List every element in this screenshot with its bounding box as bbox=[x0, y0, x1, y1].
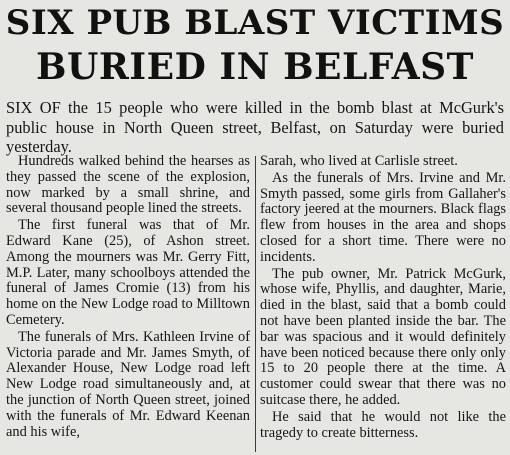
paragraph-continuation: Sarah, who lived at Carlisle street. bbox=[260, 153, 458, 169]
lead-paragraph: SIX OF the 15 people who were killed in the bomb blast at McGurk's public house in North Queen street, Belfast, on Saturday were buried yesterday. bbox=[6, 98, 504, 156]
left-column bbox=[6, 154, 250, 441]
right-column bbox=[260, 154, 506, 442]
paragraph-crowds: Hundreds walked behind the hearses as they passed the scene of the explosion, now marked by a small shrine, and several thousand people lined the streets. bbox=[6, 153, 250, 217]
headline-line-1: SIX PUB BLAST VICTIMS bbox=[5, 3, 505, 43]
paragraph-jeering: As the funerals of Mrs. Irvine and Mr. Smyth passed, some girls from Gallaher's factory jeered at the mourners. Black flags flew from houses in the area and shops closed for a short time. There were no incidents. bbox=[260, 169, 506, 265]
column-divider bbox=[255, 156, 256, 452]
paragraph-first-funeral: The first funeral was that of Mr. Edward Kane (25), of Ashon street. Among the mourners was Mr. Gerry Fitt, M.P. Later, many schoolboys attended the funeral of James Cromie (13) from his home on the New Lodge road to Milltown Cemetery. bbox=[6, 217, 250, 328]
paragraph-pub-owner: The pub owner, Mr. Patrick McGurk, whose wife, Phyllis, and daughter, Marie, died in the blast, said that a bomb could not have been planted inside the bar. The bar was spacious and it would definitely have been noticed because there only only 15 to 20 people there at the time. A customer could swear that there was no suitcase there, he added. bbox=[260, 265, 506, 408]
headline-line-2: BURIED IN BELFAST bbox=[36, 46, 474, 88]
paragraph-bitterness: He said that he would not like the tragedy to create bitterness. bbox=[260, 408, 506, 441]
paragraph-joint-funerals: The funerals of Mrs. Kathleen Irvine of Victoria parade and Mr. James Smyth, of Alexander House, New Lodge road left New Lodge road simultaneously and, at the junction of North Queen street, joined with the funerals of Mr. Edward Keenan and his wife, bbox=[6, 328, 250, 440]
